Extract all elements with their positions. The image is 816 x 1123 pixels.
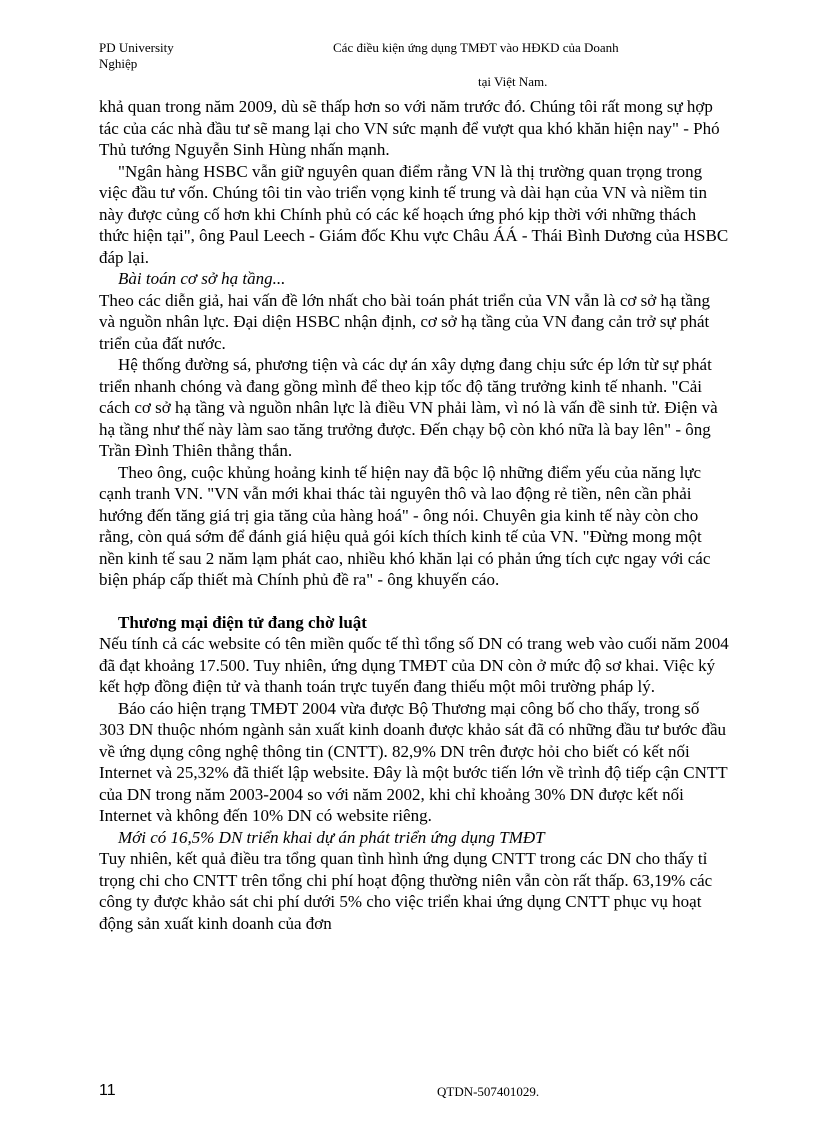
header-left-continuation: Nghiệp <box>99 56 138 71</box>
header-university: PD University <box>99 40 174 55</box>
page-number: 11 <box>99 1082 116 1099</box>
header-title-continuation: tại Việt Nam. <box>478 74 548 89</box>
header-title: Các điều kiện ứng dụng TMĐT vào HĐKD của Doanh <box>333 40 619 55</box>
paragraph: Hệ thống đường sá, phương tiện và các dự án xây dựng đang chịu sức ép lớn từ sự phát triển nhanh chóng và đang gồng mình để theo kịp tốc độ tăng trưởng kinh tế nhanh. "Cải cách cơ sở hạ tầng và nguồn nhân lực là điều VN phải làm, vì nó là vấn đề sinh tử. Điện và hạ tầng như thế này làm sao tăng trưởng được. Đến chạy bộ còn khó nữa là bay lên" - ông Trần Đình Thiên thẳng thắn. <box>99 355 718 460</box>
paragraph: Theo ông, cuộc khủng hoảng kinh tế hiện nay đã bộc lộ những điểm yếu của năng lực cạnh tranh VN. "VN vẫn mới khai thác tài nguyên thô và lao động rẻ tiền, nên cần phải hướng đến tăng giá trị gia tăng của hàng hoá" - ông nói. Chuyên gia kinh tế này còn cho rằng, còn quá sớm để đánh giá hiệu quả gói kích thích kinh tế của VN. "Đừng mong một nền kinh tế sau 2 năm lạm phát cao, nhiều khó khăn lại có phản ứng tích cực ngay với các biện pháp cấp thiết mà Chính phủ đề ra" - ông khuyến cáo. <box>99 462 711 589</box>
header-left <box>99 40 174 72</box>
paragraph: Nếu tính cả các website có tên miền quốc tế thì tổng số DN có trang web vào cuối năm 2004 đã đạt khoảng 17.500. Tuy nhiên, ứng dụng TMĐT của DN còn ở mức độ sơ khai. Việc ký kết hợp đồng điện tử và thanh toán trực tuyến đang thiếu một môi trường pháp lý. <box>99 634 729 696</box>
document-code: QTDN-507401029. <box>437 1084 540 1099</box>
document-body <box>99 96 729 934</box>
subheading: Mới có 16,5% DN triển khai dự án phát triển ứng dụng TMĐT <box>118 827 545 847</box>
subheading: Bài toán cơ sở hạ tầng... <box>118 269 286 288</box>
paragraph: "Ngân hàng HSBC vẫn giữ nguyên quan điểm rằng VN là thị trường quan trọng trong việc đầu tư vốn. Chúng tôi tin vào triển vọng kinh tế trung và dài hạn của VN và niềm tin này được củng cố hơn khi Chính phủ có các kế hoạch ứng phó kịp thời với những thách thức hiện tại", ông Paul Leech - Giám đốc Khu vực Châu ÁÁ - Thái Bình Dương của HSBC đáp lại. <box>99 161 729 267</box>
paragraph: Báo cáo hiện trạng TMĐT 2004 vừa được Bộ Thương mại công bố cho thấy, trong số 303 DN thuộc nhóm ngành sản xuất kinh doanh được khảo sát đã có những đầu tư bước đầu về ứng dụng công nghệ thông tin (CNTT). 82,9% DN trên được hỏi cho biết có kết nối Internet và 25,32% đã thiết lập website. Đây là một bước tiến lớn về trình độ tiếp cận CNTT của DN trong năm 2003-2004 so với năm 2002, khi chỉ khoảng 30% DN được kết nối Internet và không đến 10% DN có website riêng. <box>99 698 728 825</box>
paragraph: khả quan trong năm 2009, dù sẽ thấp hơn so với năm trước đó. Chúng tôi rất mong sự hợp tác của các nhà đầu tư sẽ mang lại cho VN sức mạnh để vượt qua khó khăn hiện nay" - Phó Thủ tướng Nguyễn Sinh Hùng nhấn mạnh. <box>99 97 720 159</box>
paragraph: Theo các diễn giả, hai vấn đề lớn nhất cho bài toán phát triển của VN vẫn là cơ sở hạ tầng và nguồn nhân lực. Đại diện HSBC nhận định, cơ sở hạ tầng của VN đang cản trở sự phát triển của đất nước. <box>99 290 711 353</box>
paragraph-spacer <box>99 591 729 612</box>
paragraph: Tuy nhiên, kết quả điều tra tổng quan tình hình ứng dụng CNTT trong các DN cho thấy tỉ trọng chi cho CNTT trên tổng chi phí hoạt động thường niên vẫn còn rất thấp. 63,19% các công ty được khảo sát chi phí dưới 5% cho việc triển khai ứng dụng CNTT phục vụ hoạt động sản xuất kinh doanh của đơn <box>99 849 713 933</box>
section-heading: Thương mại điện tử đang chờ luật <box>118 612 367 632</box>
